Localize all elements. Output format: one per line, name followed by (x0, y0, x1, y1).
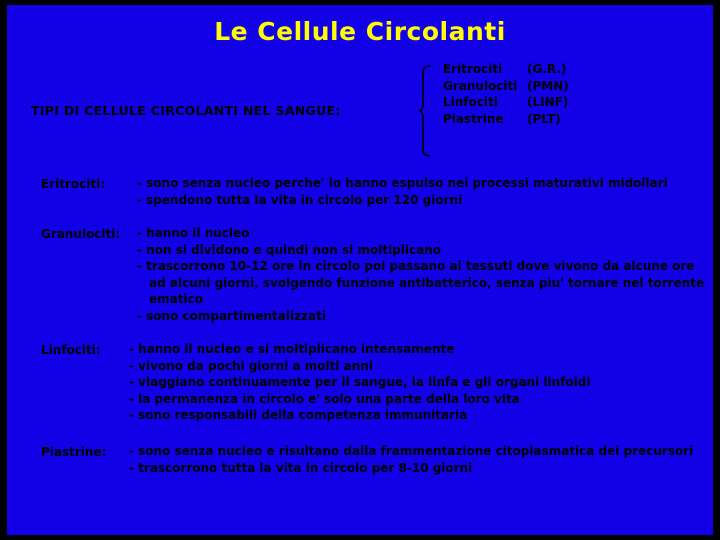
desc-line: - hanno il nucleo (137, 226, 250, 240)
section-desc-eritrociti (137, 175, 668, 208)
desc-line: - sono senza nucleo e risultano dalla frammentazione citoplasmatica dei precursori (129, 444, 694, 458)
desc-line: - la permanenza in circolo e' solo una parte della loro vita (129, 391, 520, 406)
desc-line: - non si dividono e quindi non si moltiplicano (137, 242, 441, 257)
type-row (443, 61, 569, 78)
section-label-linfociti: Linfociti: (41, 343, 101, 357)
section-desc-granulociti (137, 225, 704, 324)
type-abbr: (PMN) (527, 78, 569, 93)
desc-line: - sono senza nucleo perche' lo hanno espulso nei processi maturativi midollari (137, 176, 668, 190)
type-name: Granulociti (443, 78, 518, 93)
section-label-piastrine: Piastrine: (41, 445, 107, 459)
desc-line: - sono responsabili della competenza immunitaria (129, 408, 468, 422)
brace-icon (419, 65, 431, 157)
desc-line: - vivono da pochi giorni a molti anni (129, 358, 373, 373)
type-row (443, 111, 569, 128)
section-label-granulociti: Granulociti: (41, 227, 121, 241)
types-heading: TIPI DI CELLULE CIRCOLANTI NEL SANGUE: (31, 103, 341, 118)
type-abbr: (PLT) (527, 111, 561, 126)
type-row (443, 78, 569, 95)
type-name: Linfociti (443, 95, 498, 109)
desc-line: - viaggiano continuamente per il sangue, la linfa e gli organi linfoidi (129, 375, 591, 389)
slide (7, 5, 713, 535)
section-desc-linfociti (129, 341, 590, 424)
section-desc-piastrine (129, 443, 693, 476)
desc-line: - hanno il nucleo e si moltiplicano intensamente (129, 342, 455, 356)
type-abbr: (G.R.) (527, 62, 567, 76)
type-name: Eritrociti (443, 62, 503, 76)
slide-title: Le Cellule Circolanti (214, 17, 506, 46)
desc-line: - spendono tutta la vita in circolo per 120 giorni (137, 192, 463, 207)
types-list (443, 61, 569, 127)
desc-line: - trascorrono 10-12 ore in circolo poi passano ai tessuti dove vivono da alcune ore (137, 259, 695, 273)
desc-line: ematico (149, 292, 203, 306)
desc-line: ad alcuni giorni, svolgendo funzione antibatterico, senza piu' tornare nel torrente (149, 275, 705, 290)
desc-line: - trascorrono tutta la vita in circolo per 8-10 giorni (129, 460, 473, 475)
desc-line: - sono compartimentalizzati (137, 308, 326, 323)
type-abbr: (LINF) (527, 95, 569, 109)
type-name: Piastrine (443, 111, 504, 126)
section-label-eritrociti: Eritrociti: (41, 177, 106, 191)
type-row (443, 94, 569, 111)
